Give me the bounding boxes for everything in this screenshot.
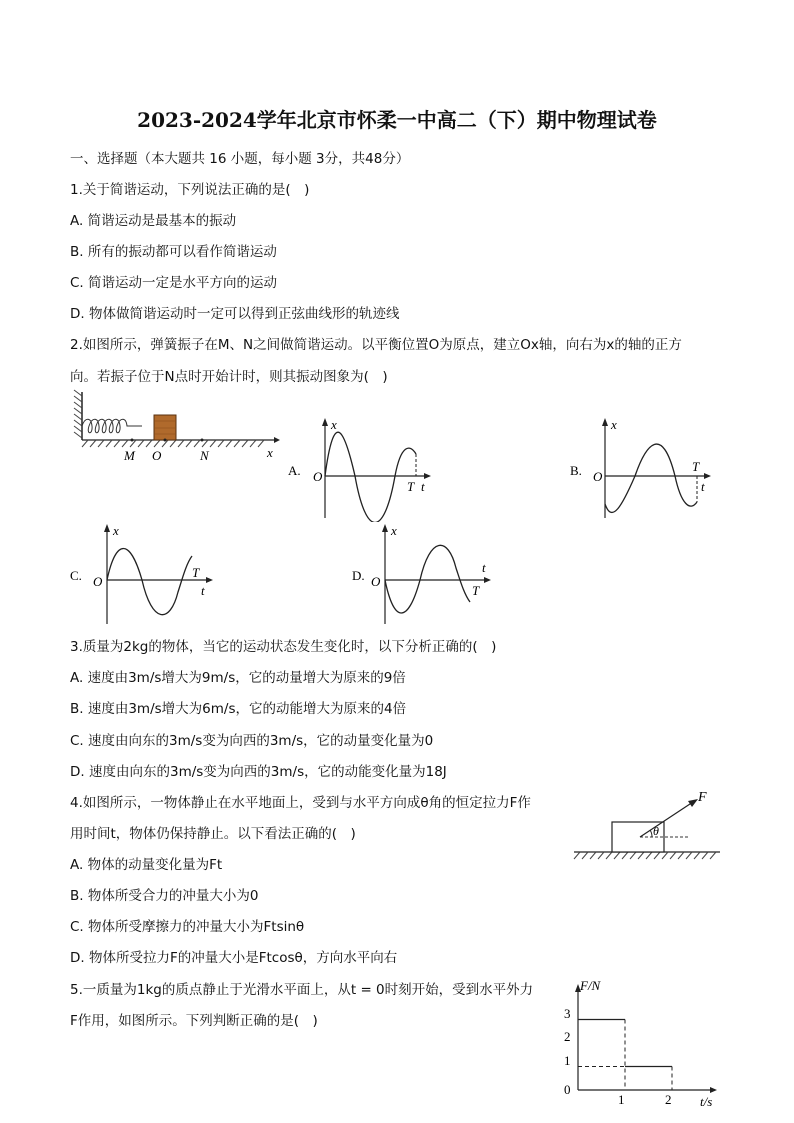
- y-tick-0: 0: [564, 1082, 571, 1097]
- q1-option-d: D. 物体做简谐运动时一定可以得到正弦曲线形的轨迹线: [70, 306, 400, 322]
- graph-a-label: A.: [288, 463, 301, 478]
- q4-stem-line1: 4.如图所示，一物体静止在水平地面上，受到与水平方向成θ角的恒定拉力F作: [70, 795, 531, 811]
- q5-stem-line2: F作用，如图所示。下列判断正确的是( ): [70, 1013, 318, 1029]
- x-tick-2: 2: [665, 1092, 672, 1107]
- block-force-figure: [570, 784, 724, 864]
- q5-stem-line1: 5.一质量为1kg的质点静止于光滑水平面上，从t = 0时刻开始，受到水平外力: [70, 982, 534, 998]
- y-tick-3: 3: [564, 1006, 571, 1021]
- q4-option-b: B. 物体所受合力的冲量大小为0: [70, 888, 259, 904]
- x-axis-label: t/s: [700, 1094, 713, 1109]
- section-heading: 一、选择题（本大题共 16 小题，每小题 3分，共48分）: [70, 151, 410, 167]
- y-tick-2: 2: [564, 1029, 571, 1044]
- q4-option-d: D. 物体所受拉力F的冲量大小是Ftcosθ，方向水平向右: [70, 950, 398, 966]
- y-tick-1: 1: [564, 1053, 571, 1068]
- graph-c-label: C.: [70, 568, 82, 583]
- graph-b-period: T: [692, 459, 700, 474]
- graph-a-origin: O: [313, 469, 323, 484]
- graph-d-period: T: [472, 583, 480, 598]
- y-axis-label: F/N: [580, 978, 601, 993]
- graph-c-t-label: t: [201, 583, 205, 598]
- graph-a: [286, 414, 436, 522]
- graph-c: [68, 520, 218, 628]
- graph-b-t-label: t: [701, 479, 705, 494]
- q3-option-a: A. 速度由3m/s增大为9m/s，它的动量增大为原来的9倍: [70, 670, 406, 686]
- q3-option-d: D. 速度由向东的3m/s变为向西的3m/s，它的动能变化量为18J: [70, 764, 447, 780]
- q3-option-b: B. 速度由3m/s增大为6m/s，它的动能增大为原来的4倍: [70, 701, 407, 717]
- q2-stem-line1: 2.如图所示，弹簧振子在M、N之间做简谐运动。以平衡位置O为原点，建立Ox轴，向右为x的轴的正方: [70, 337, 682, 353]
- graph-c-origin: O: [93, 574, 103, 589]
- graph-b: [566, 414, 716, 522]
- q1-option-a: A. 简谐运动是最基本的振动: [70, 213, 237, 229]
- label-n: N: [200, 448, 209, 463]
- q4-option-a: A. 物体的动量变化量为Ft: [70, 857, 223, 873]
- force-label: F: [698, 790, 707, 805]
- label-o: O: [152, 448, 162, 463]
- q1-stem: 1.关于简谐运动，下列说法正确的是( ): [70, 182, 310, 198]
- graph-c-period: T: [192, 565, 200, 580]
- graph-d-label: D.: [352, 568, 365, 583]
- graph-b-x-label: x: [611, 417, 617, 432]
- page-title: 2023-2024学年北京市怀柔一中高二（下）期中物理试卷: [137, 108, 657, 132]
- graph-b-origin: O: [593, 469, 603, 484]
- label-m: M: [124, 448, 135, 463]
- spring-oscillator-figure: [68, 388, 283, 464]
- label-x: x: [267, 445, 273, 460]
- theta-label: θ: [653, 824, 659, 838]
- q3-option-c: C. 速度由向东的3m/s变为向西的3m/s，它的动量变化量为0: [70, 733, 434, 749]
- force-time-chart: [556, 974, 736, 1110]
- graph-c-x-label: x: [113, 523, 119, 538]
- graph-d: [346, 520, 496, 628]
- graph-a-period: T: [407, 479, 415, 494]
- q1-option-c: C. 简谐运动一定是水平方向的运动: [70, 275, 278, 291]
- x-tick-1: 1: [618, 1092, 625, 1107]
- graph-d-origin: O: [371, 574, 381, 589]
- graph-a-x-label: x: [331, 417, 337, 432]
- graph-a-t-label: t: [421, 479, 425, 494]
- q1-option-b: B. 所有的振动都可以看作简谐运动: [70, 244, 277, 260]
- q4-stem-line2: 用时间t，物体仍保持静止。以下看法正确的( ): [70, 826, 356, 842]
- q2-stem-line2: 向。若振子位于N点时开始计时，则其振动图象为( ): [70, 369, 388, 385]
- graph-d-x-label: x: [391, 523, 397, 538]
- graph-b-label: B.: [570, 463, 582, 478]
- q3-stem: 3.质量为2kg的物体，当它的运动状态发生变化时，以下分析正确的( ): [70, 639, 497, 655]
- q4-option-c: C. 物体所受摩擦力的冲量大小为Ftsinθ: [70, 919, 305, 935]
- graph-d-t-label: t: [482, 560, 486, 575]
